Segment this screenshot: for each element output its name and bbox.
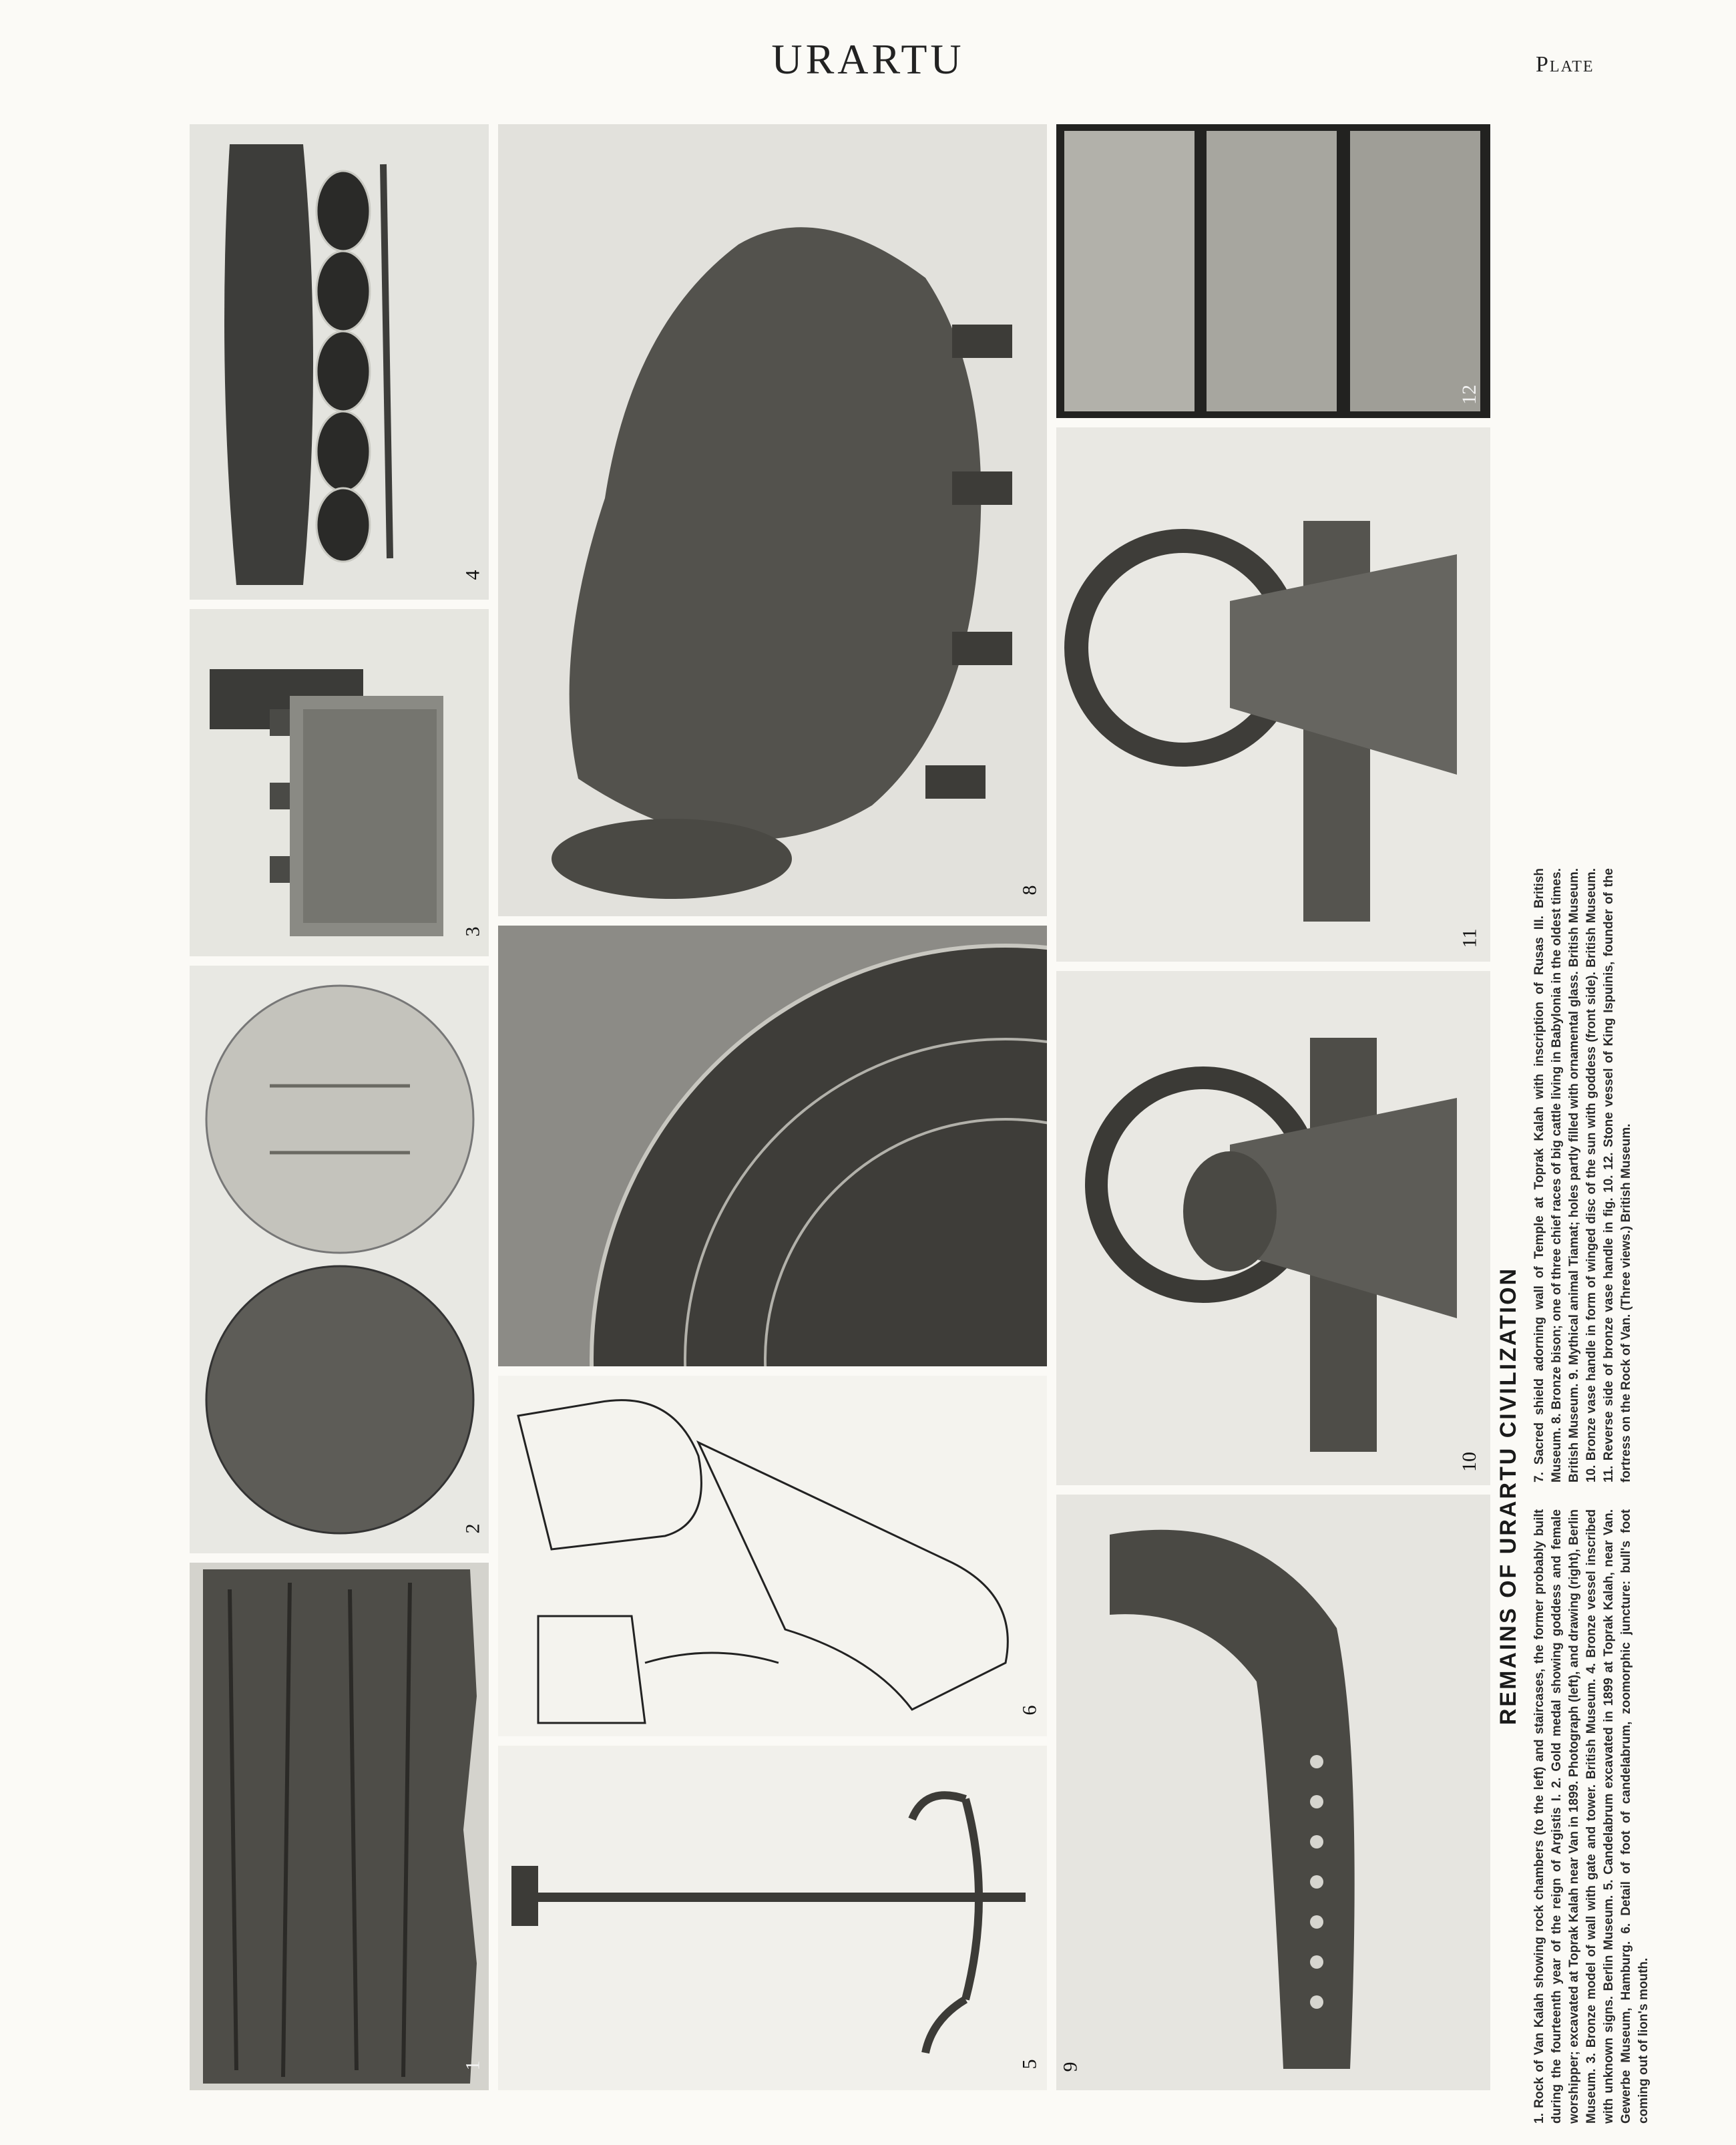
- caption-right-column: 7. Sacred shield adorning wall of Temple at Toprak Kalah with inscription of Rusas III. British Museum. 8. Bronze bison; one of three chief races of big cattle living in Babylonia in the oldest times. British Museum. 9. Mythical animal Tiamat; holes partly filled with ornamental glass. British Museum. 10. Bronze vase handle in form of winged disc of the sun with goddess (front side). British Museum. 11. Reverse side of bronze vase handle in fig. 10. 12. Stone vessel of King Ispuinis, founder of the fortress on the Rock of Van. (Three views.) British Museum.: [1532, 868, 1633, 1483]
- figure-number: 2: [461, 1523, 484, 1534]
- figure-number: 10: [1458, 1452, 1480, 1472]
- drawing-candelabrum-foot: [498, 1376, 1047, 1736]
- photo-gold-medal: [190, 966, 489, 1553]
- photo-candelabrum: [498, 1746, 1047, 2090]
- photo-vase-handle-reverse: [1056, 427, 1490, 962]
- figure-number: 4: [461, 570, 484, 580]
- figure-number: 11: [1458, 928, 1481, 948]
- photo-bronze-wall-model: [190, 609, 489, 956]
- figure-number: 8: [1018, 885, 1041, 896]
- figure-number: 5: [1018, 2059, 1041, 2070]
- photo-tiamat: [1056, 1495, 1490, 2090]
- figure-number: 12: [1458, 385, 1480, 405]
- photo-bronze-bison: [498, 124, 1047, 916]
- caption-left-column: 1. Rock of Van Kalah showing rock chambers (to the left) and staircases, the former probably built during the fourteenth year of the reign of Argistis I. 2. Gold medal showing goddess and female worshipper; excavated at Toprak Kalah near Van in 1899. Photograph (left), and drawing (right), Berlin Museum. 3. Bronze model of wall with gate and tower. British Museum. 4. Bronze vessel inscribed with unknown signs. Berlin Museum. 5. Candelabrum excavated in 1899 at Toprak Kalah, near Van. Gewerbe Museum, Hamburg. 6. Detail of foot of candelabrum, zoomorphic juncture: bull's foot coming out of lion's mouth.: [1532, 1509, 1651, 2124]
- photo-stone-vessel: [1056, 124, 1490, 418]
- figure-number: 9: [1059, 2062, 1082, 2072]
- photo-bronze-vessel: [190, 124, 489, 600]
- figure-number: 3: [461, 926, 484, 937]
- photo-sacred-shield: [498, 926, 1047, 1366]
- photo-vase-handle-front: [1056, 971, 1490, 1485]
- plate-title: URARTU: [771, 35, 965, 83]
- figure-number: 6: [1018, 1705, 1041, 1716]
- caption-heading: REMAINS OF URARTU CIVILIZATION: [1496, 1266, 1521, 1726]
- photo-rock-of-van: [190, 1563, 489, 2090]
- plate-label: Plate: [1536, 52, 1594, 77]
- figure-number: 1: [461, 2060, 484, 2071]
- plate-caption: [1496, 868, 1669, 2124]
